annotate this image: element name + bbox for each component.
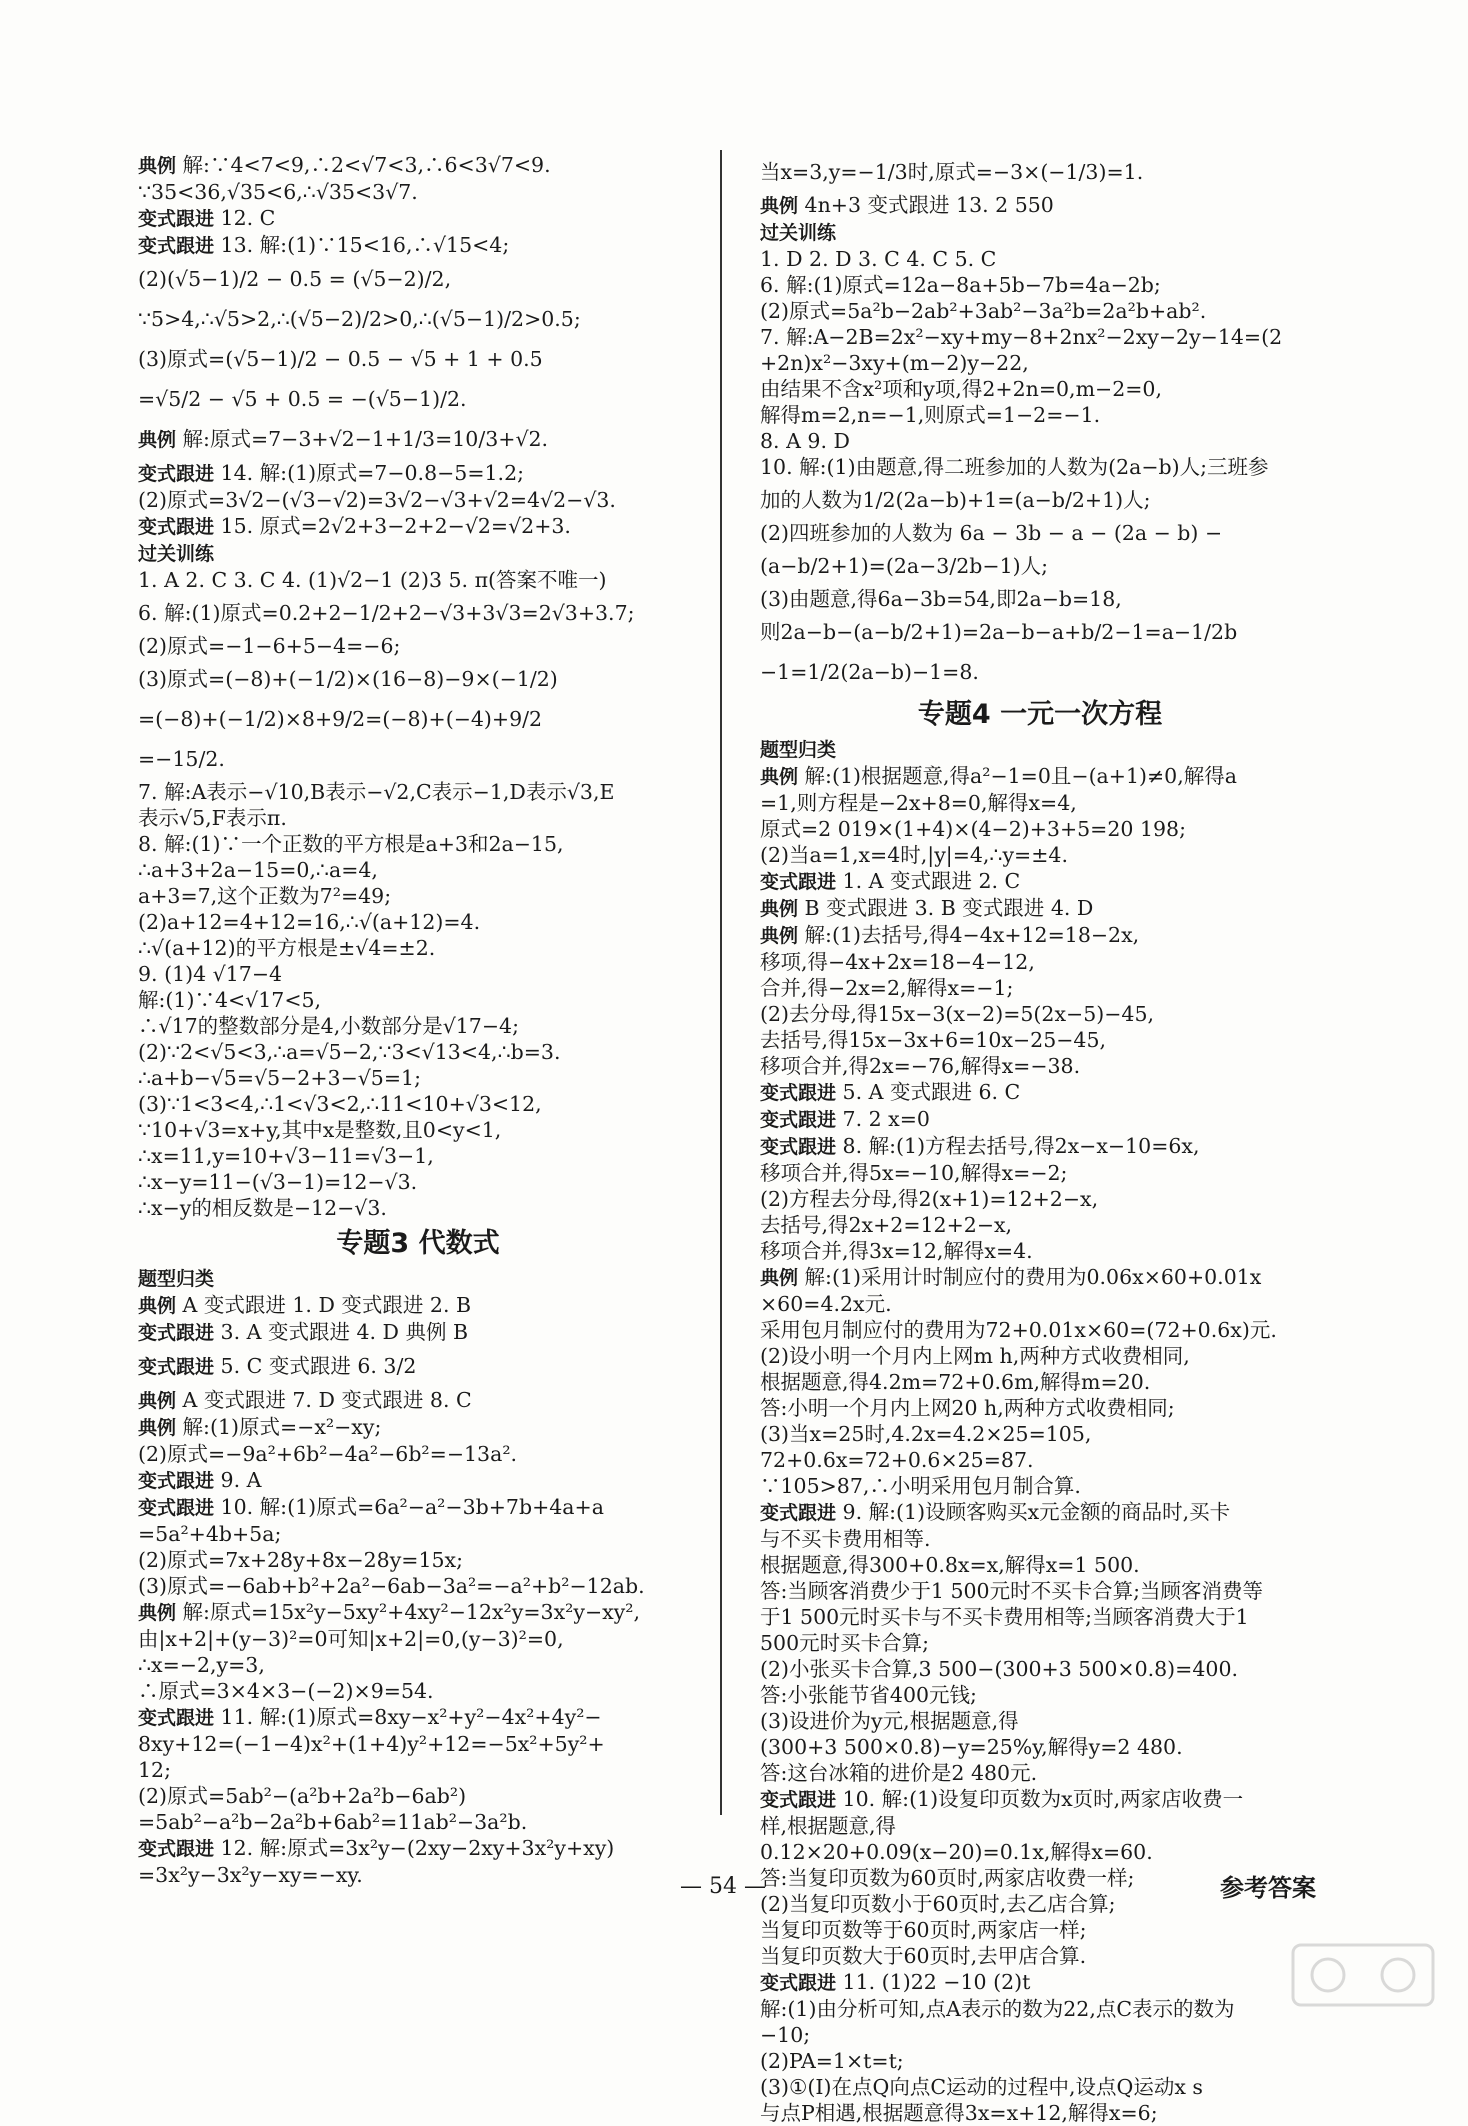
answer-text: 7. 2 x=0 — [842, 1107, 930, 1131]
answer-line — [138, 909, 698, 935]
answer-line — [760, 192, 1320, 219]
answer-text: =5a²+4b+5a; — [138, 1522, 282, 1546]
answer-line — [138, 1809, 698, 1835]
answer-label: 变式跟进 — [138, 1356, 215, 1378]
left-column — [138, 152, 698, 1888]
answer-line — [138, 593, 698, 633]
answer-text: (2)原式=5ab²−(a²b+2a²b−6ab²) — [138, 1784, 467, 1808]
answer-line — [760, 922, 1320, 949]
answer-text: ∴√17的整数部分是4,小数部分是√17−4; — [138, 1014, 519, 1038]
answer-text: =−15/2. — [138, 747, 225, 771]
answer-text: 解:(1)∵4<√17<5, — [138, 988, 322, 1012]
answer-label: 过关训练 — [760, 222, 837, 244]
answer-line — [760, 1053, 1320, 1079]
answer-label: 变式跟进 — [760, 1082, 837, 1104]
answer-text: (2)四班参加的人数为 6a − 3b − a − (2a − b) − — [760, 521, 1223, 545]
answer-label: 典例 — [760, 925, 799, 947]
answer-text: ∴x=−2,y=3, — [138, 1653, 265, 1677]
answer-line — [760, 1133, 1320, 1160]
answer-line — [138, 1013, 698, 1039]
answer-line — [760, 1917, 1320, 1943]
answer-line — [138, 1467, 698, 1494]
answer-text: 1. D 2. D 3. C 4. C 5. C — [760, 247, 997, 271]
answer-line — [138, 419, 698, 460]
answer-line — [138, 540, 698, 567]
answer-label: 变式跟进 — [138, 235, 215, 257]
answer-text: 11. (1)22 −10 (2)t — [842, 1970, 1031, 1994]
answer-line — [760, 350, 1320, 376]
answer-label: 变式跟进 — [138, 463, 215, 485]
answer-label: 典例 — [138, 155, 177, 177]
answer-line — [760, 1839, 1320, 1865]
answer-text: ∴a+3+2a−15=0,∴a=4, — [138, 858, 378, 882]
answer-line — [138, 1704, 698, 1731]
answer-line — [760, 949, 1320, 975]
answer-line — [760, 1027, 1320, 1053]
answer-label: 典例 — [760, 766, 799, 788]
answer-text: 合并,得−2x=2,解得x=−1; — [760, 976, 1014, 1000]
answer-line — [138, 1387, 698, 1414]
answer-label: 典例 — [760, 195, 799, 217]
answer-label: 变式跟进 — [760, 1502, 837, 1524]
answer-text: a+3=7,这个正数为7²=49; — [138, 884, 392, 908]
answer-text: (3)由题意,得6a−3b=54,即2a−b=18, — [760, 587, 1122, 611]
answer-label: 变式跟进 — [760, 1789, 837, 1811]
answer-line — [760, 1760, 1320, 1786]
answer-line — [138, 779, 698, 805]
page-number: — 54 — — [680, 1874, 766, 1899]
answer-text: 15. 原式=2√2+3−2+2−√2=√2+3. — [220, 514, 571, 538]
answer-line — [760, 790, 1320, 816]
answer-line — [138, 232, 698, 259]
answer-label: 变式跟进 — [138, 516, 215, 538]
answer-text: (3)∵1<3<4,∴1<√3<2,∴11<10+√3<12, — [138, 1092, 542, 1116]
answer-text: (2)方程去分母,得2(x+1)=12+2−x, — [760, 1187, 1099, 1211]
answer-line — [760, 652, 1320, 692]
answer-text: 6. 解:(1)原式=12a−8a+5b−7b=4a−2b; — [760, 273, 1161, 297]
answer-line — [138, 1835, 698, 1862]
answer-line — [760, 1996, 1320, 2022]
answer-text: +2n)x²−3xy+(m−2)y−22, — [760, 351, 1029, 375]
answer-text: ∴x−y=11−(√3−1)=12−√3. — [138, 1170, 418, 1194]
answer-line — [760, 219, 1320, 246]
answer-line — [760, 1682, 1320, 1708]
answer-text: (3)设进价为y元,根据题意,得 — [760, 1709, 1019, 1733]
answer-text: ∵35<36,√35<6,∴√35<3√7. — [138, 180, 418, 204]
answer-line — [760, 586, 1320, 612]
answer-label: 变式跟进 — [138, 1470, 215, 1492]
answer-line — [138, 961, 698, 987]
answer-text: 6. 解:(1)原式=0.2+2−1/2+2−√3+3√3=2√3+3.7; — [138, 601, 635, 625]
answer-text: 表示√5,F表示π. — [138, 806, 287, 830]
answer-label: 变式跟进 — [138, 1497, 215, 1519]
answer-line — [760, 1656, 1320, 1682]
answer-text: 于1 500元时买卡与不买卡费用相等;当顾客消费大于1 — [760, 1605, 1249, 1629]
answer-text: =(−8)+(−1/2)×8+9/2=(−8)+(−4)+9/2 — [138, 707, 543, 731]
answer-text: 14. 解:(1)原式=7−0.8−5=1.2; — [220, 461, 525, 485]
answer-line — [138, 1547, 698, 1573]
answer-line — [138, 1319, 698, 1346]
answer-text: −10; — [760, 2023, 811, 2047]
answer-line — [138, 1783, 698, 1809]
answer-text: =3x²y−3x²y−xy=−xy. — [138, 1863, 363, 1887]
right-column — [760, 152, 1320, 2126]
answer-line — [760, 1079, 1320, 1106]
answer-line — [138, 1626, 698, 1652]
answer-line — [760, 868, 1320, 895]
answer-text: 当x=3,y=−1/3时,原式=−3×(−1/3)=1. — [760, 160, 1144, 184]
answer-text: 500元时买卡合算; — [760, 1631, 930, 1655]
answer-line — [760, 1212, 1320, 1238]
answer-text: 9. (1)4 √17−4 — [138, 962, 283, 986]
answer-text: (3)原式=(√5−1)/2 − 0.5 − √5 + 1 + 0.5 — [138, 347, 543, 371]
answer-text: 当复印页数大于60页时,去甲店合算. — [760, 1944, 1087, 1968]
answer-text: (2)∵2<√5<3,∴a=√5−2,∵3<√13<4,∴b=3. — [138, 1040, 561, 1064]
answer-line — [138, 1091, 698, 1117]
answer-line — [760, 2022, 1320, 2048]
answer-text: 答:当顾客消费少于1 500元时不买卡合算;当顾客消费等 — [760, 1579, 1263, 1603]
answer-line — [138, 1573, 698, 1599]
answer-line — [760, 1106, 1320, 1133]
answer-line — [138, 1441, 698, 1467]
answer-text: 8. 解:(1)∵一个正数的平方根是a+3和2a−15, — [138, 832, 564, 856]
answer-line — [760, 1813, 1320, 1839]
answer-line — [760, 402, 1320, 428]
answer-line — [760, 1369, 1320, 1395]
answer-label: 变式跟进 — [760, 1972, 837, 1994]
answer-line — [138, 883, 698, 909]
answer-text: 移项合并,得3x=12,解得x=4. — [760, 1239, 1033, 1263]
answer-label: 典例 — [138, 429, 177, 451]
answer-line — [760, 1264, 1320, 1291]
answer-text: 答:这台冰箱的进价是2 480元. — [760, 1761, 1038, 1785]
answer-label: 典例 — [138, 1390, 177, 1412]
answer-text: 由|x+2|+(y−3)²=0可知|x+2|=0,(y−3)²=0, — [138, 1627, 564, 1651]
answer-line — [760, 1421, 1320, 1447]
answer-text: 12; — [138, 1758, 171, 1782]
answer-label: 题型归类 — [138, 1268, 215, 1290]
answer-line — [138, 1346, 698, 1387]
answer-line — [138, 1731, 698, 1757]
answer-line — [138, 1757, 698, 1783]
answer-text: 解:原式=15x²y−5xy²+4xy²−12x²y=3x²y−xy², — [182, 1600, 640, 1624]
answer-line — [760, 428, 1320, 454]
answer-line — [138, 259, 698, 299]
answer-line — [138, 299, 698, 339]
answer-text: (2)原式=3√2−(√3−√2)=3√2−√3+√2=4√2−√3. — [138, 488, 616, 512]
answer-text: 样,根据题意,得 — [760, 1814, 897, 1838]
answer-line — [138, 460, 698, 487]
answer-line — [760, 546, 1320, 586]
answer-text: 1. A 变式跟进 2. C — [842, 869, 1021, 893]
answer-text: ∴原式=3×4×3−(−2)×9=54. — [138, 1679, 434, 1703]
answer-label: 过关训练 — [138, 543, 215, 565]
answer-line — [138, 699, 698, 739]
answer-text: (2)当复印页数小于60页时,去乙店合算; — [760, 1892, 1116, 1916]
answer-text: =5ab²−a²b−2a²b+6ab²=11ab²−3a²b. — [138, 1810, 528, 1834]
answer-text: 10. 解:(1)设复印页数为x页时,两家店收费一 — [842, 1787, 1244, 1811]
answer-text: 解:(1)原式=−x²−xy; — [182, 1415, 382, 1439]
answer-label: 变式跟进 — [138, 1322, 215, 1344]
answer-text: 根据题意,得300+0.8x=x,解得x=1 500. — [760, 1553, 1140, 1577]
answer-text: 由结果不含x²项和y项,得2+2n=0,m−2=0, — [760, 377, 1162, 401]
answer-text: ∵105>87,∴小明采用包月制合算. — [760, 1474, 1081, 1498]
answer-line — [760, 1708, 1320, 1734]
answer-line — [138, 805, 698, 831]
answer-text: (2)(√5−1)/2 − 0.5 = (√5−2)/2, — [138, 267, 452, 291]
answer-line — [760, 2100, 1320, 2126]
answer-line — [760, 1526, 1320, 1552]
answer-line — [138, 739, 698, 779]
answer-text: (3)原式=−6ab+b²+2a²−6ab−3a²=−a²+b²−12ab. — [138, 1574, 645, 1598]
answer-text: 11. 解:(1)原式=8xy−x²+y²−4x²+4y²− — [220, 1705, 602, 1729]
answer-line — [138, 659, 698, 699]
answer-line — [138, 1494, 698, 1521]
answer-text: 根据题意,得4.2m=72+0.6m,解得m=20. — [760, 1370, 1151, 1394]
answer-line — [138, 379, 698, 419]
answer-line — [760, 272, 1320, 298]
answer-text: 12. 解:原式=3x²y−(2xy−2xy+3x²y+xy) — [220, 1836, 615, 1860]
answer-text: ∵5>4,∴√5>2,∴(√5−2)/2>0,∴(√5−1)/2>0.5; — [138, 307, 581, 331]
answer-text: 9. A — [220, 1468, 262, 1492]
answer-text: 移项合并,得2x=−76,解得x=−38. — [760, 1054, 1081, 1078]
answer-line — [138, 487, 698, 513]
answer-line — [760, 1343, 1320, 1369]
answer-line — [760, 1969, 1320, 1996]
answer-text: 答:当复印页数为60页时,两家店收费一样; — [760, 1866, 1135, 1890]
answer-text: =1,则方程是−2x+8=0,解得x=4, — [760, 791, 1077, 815]
answer-line — [760, 520, 1320, 546]
answer-line — [138, 179, 698, 205]
answer-text: 加的人数为1/2(2a−b)+1=(a−b/2+1)人; — [760, 488, 1151, 512]
answer-label: 典例 — [760, 898, 799, 920]
answer-text: 解:(1)根据题意,得a²−1=0且−(a+1)≠0,解得a — [804, 764, 1237, 788]
answer-text: 10. 解:(1)由题意,得二班参加的人数为(2a−b)人;三班参 — [760, 455, 1269, 479]
answer-label: 变式跟进 — [760, 1109, 837, 1131]
answer-line — [138, 1039, 698, 1065]
answer-text: 9. 解:(1)设顾客购买x元金额的商品时,买卡 — [842, 1500, 1231, 1524]
answer-text: 7. 解:A−2B=2x²−xy+my−8+2nx²−2xy−2y−14=(2 — [760, 325, 1283, 349]
answer-line — [760, 1604, 1320, 1630]
answer-label: 典例 — [138, 1602, 177, 1624]
answer-text: 答:小张能节省400元钱; — [760, 1683, 977, 1707]
answer-line — [760, 246, 1320, 272]
answer-line — [760, 736, 1320, 763]
answer-line — [138, 1862, 698, 1888]
answer-text: (2)当a=1,x=4时,|y|=4,∴y=±4. — [760, 843, 1068, 867]
answer-line — [760, 324, 1320, 350]
answer-text: 解:(1)由分析可知,点A表示的数为22,点C表示的数为 — [760, 1997, 1235, 2021]
answer-text: 去括号,得15x−3x+6=10x−25−45, — [760, 1028, 1107, 1052]
answer-text: 解:(1)去括号,得4−4x+12=18−2x, — [804, 923, 1140, 947]
answer-line — [760, 763, 1320, 790]
answer-line — [138, 1678, 698, 1704]
answer-line — [138, 152, 698, 179]
answer-line — [760, 1001, 1320, 1027]
answer-text: B 变式跟进 3. B 变式跟进 4. D — [804, 896, 1094, 920]
answer-line — [138, 513, 698, 540]
answer-text: (a−b/2+1)=(2a−3/2b−1)人; — [760, 554, 1049, 578]
answer-line — [138, 1599, 698, 1626]
answer-text: A 变式跟进 1. D 变式跟进 2. B — [182, 1293, 472, 1317]
answer-text: 72+0.6x=72+0.6×25=87. — [760, 1448, 1034, 1472]
answer-line — [760, 1160, 1320, 1186]
answer-line — [760, 816, 1320, 842]
answer-line — [760, 480, 1320, 520]
answer-text: (3)①(Ⅰ)在点Q向点C运动的过程中,设点Q运动x s — [760, 2075, 1203, 2099]
answer-text: 0.12×20+0.09(x−20)=0.1x,解得x=60. — [760, 1840, 1153, 1864]
answer-text: 7. 解:A表示−√10,B表示−√2,C表示−1,D表示√3,E — [138, 780, 615, 804]
footer-section-title: 参考答案 — [1220, 1874, 1316, 1902]
answer-text: 与不买卡费用相等. — [760, 1527, 931, 1551]
answer-label: 典例 — [760, 1267, 799, 1289]
answer-line — [138, 1652, 698, 1678]
answer-text: 5. C 变式跟进 6. 3/2 — [220, 1354, 417, 1378]
answer-line — [760, 152, 1320, 192]
answer-line — [760, 1186, 1320, 1212]
answer-text: 答:小明一个月内上网20 h,两种方式收费相同; — [760, 1396, 1175, 1420]
answer-text: ∵10+√3=x+y,其中x是整数,且0<y<1, — [138, 1118, 502, 1142]
answer-line — [760, 376, 1320, 402]
answer-text: (3)原式=(−8)+(−1/2)×(16−8)−9×(−1/2) — [138, 667, 558, 691]
answer-label: 变式跟进 — [138, 1707, 215, 1729]
answer-text: 与点P相遇,根据题意得3x=x+12,解得x=6; — [760, 2101, 1158, 2125]
answer-line — [760, 1447, 1320, 1473]
answer-line — [138, 1195, 698, 1221]
answer-text: 5. A 变式跟进 6. C — [842, 1080, 1021, 1104]
answer-line — [760, 1630, 1320, 1656]
answer-text: 解:∵4<7<9,∴2<√7<3,∴6<3√7<9. — [182, 153, 551, 177]
answer-line — [760, 1291, 1320, 1317]
answer-text: ×60=4.2x元. — [760, 1292, 892, 1316]
answer-text: 13. 解:(1)∵15<16,∴√15<4; — [220, 233, 510, 257]
answer-text: =√5/2 − √5 + 0.5 = −(√5−1)/2. — [138, 387, 467, 411]
answer-line — [760, 1317, 1320, 1343]
answer-label: 变式跟进 — [138, 1838, 215, 1860]
answer-line — [138, 1292, 698, 1319]
answer-text: (2)a+12=4+12=16,∴√(a+12)=4. — [138, 910, 481, 934]
answer-line — [760, 1395, 1320, 1421]
answer-line — [760, 1238, 1320, 1264]
answer-text: ∴√(a+12)的平方根是±√4=±2. — [138, 936, 436, 960]
answer-text: 移项合并,得5x=−10,解得x=−2; — [760, 1161, 1068, 1185]
answer-text: (2)PA=1×t=t; — [760, 2049, 904, 2073]
answer-text: 12. C — [220, 206, 276, 230]
answer-line — [138, 567, 698, 593]
answer-line — [138, 1521, 698, 1547]
answer-line — [138, 633, 698, 659]
answer-label: 典例 — [138, 1295, 177, 1317]
answer-text: 当复印页数等于60页时,两家店一样; — [760, 1918, 1087, 1942]
answer-text: (3)当x=25时,4.2x=4.2×25=105, — [760, 1422, 1092, 1446]
answer-line — [760, 1499, 1320, 1526]
answer-line — [760, 895, 1320, 922]
answer-text: 原式=2 019×(1+4)×(4−2)+3+5=20 198; — [760, 817, 1186, 841]
answer-line — [138, 935, 698, 961]
answer-line — [138, 1265, 698, 1292]
answer-line — [760, 1786, 1320, 1813]
answer-text: (2)原式=7x+28y+8x−28y=15x; — [138, 1548, 464, 1572]
answer-line — [760, 2074, 1320, 2100]
answer-line — [760, 1552, 1320, 1578]
answer-line — [760, 975, 1320, 1001]
answer-text: 移项,得−4x+2x=18−4−12, — [760, 950, 1035, 974]
answer-text: ∴a+b−√5=√5−2+3−√5=1; — [138, 1066, 421, 1090]
answer-label: 题型归类 — [760, 739, 837, 761]
answer-label: 变式跟进 — [760, 871, 837, 893]
answer-text: 1. A 2. C 3. C 4. (1)√2−1 (2)3 5. π(答案不唯一) — [138, 568, 607, 592]
answer-text: 则2a−b−(a−b/2+1)=2a−b−a+b/2−1=a−1/2b — [760, 620, 1238, 644]
answer-text: (2)设小明一个月内上网m h,两种方式收费相同, — [760, 1344, 1190, 1368]
answer-text: (2)原式=−1−6+5−4=−6; — [138, 634, 401, 658]
answer-line — [138, 987, 698, 1013]
answer-text: 8. A 9. D — [760, 429, 850, 453]
answer-label: 变式跟进 — [760, 1136, 837, 1158]
answer-line — [760, 1473, 1320, 1499]
answer-line — [138, 1117, 698, 1143]
answer-line — [138, 205, 698, 232]
watermark-logo — [1288, 1940, 1438, 2030]
answer-line — [760, 1943, 1320, 1969]
answer-label: 变式跟进 — [138, 208, 215, 230]
answer-text: A 变式跟进 7. D 变式跟进 8. C — [182, 1388, 472, 1412]
answer-line — [138, 857, 698, 883]
answer-line — [760, 1578, 1320, 1604]
column-divider — [720, 150, 722, 1815]
answer-text: (2)去分母,得15x−3(x−2)=5(2x−5)−45, — [760, 1002, 1155, 1026]
answer-line — [760, 298, 1320, 324]
answer-line — [760, 1734, 1320, 1760]
answer-text: (2)原式=5a²b−2ab²+3ab²−3a²b=2a²b+ab². — [760, 299, 1207, 323]
answer-line — [138, 1065, 698, 1091]
answer-text: ∴x−y的相反数是−12−√3. — [138, 1196, 387, 1220]
answer-text: 8. 解:(1)方程去括号,得2x−x−10=6x, — [842, 1134, 1200, 1158]
answer-line — [760, 612, 1320, 652]
answer-label: 典例 — [138, 1417, 177, 1439]
section-heading: 专题4 一元一次方程 — [917, 699, 1163, 730]
answer-text: 解得m=2,n=−1,则原式=1−2=−1. — [760, 403, 1101, 427]
answer-line — [138, 1414, 698, 1441]
answer-text: 解:原式=7−3+√2−1+1/3=10/3+√2. — [182, 427, 549, 451]
answer-line — [760, 454, 1320, 480]
answer-text: 去括号,得2x+2=12+2−x, — [760, 1213, 1013, 1237]
answer-line — [760, 2048, 1320, 2074]
answer-text: (2)小张买卡合算,3 500−(300+3 500×0.8)=400. — [760, 1657, 1239, 1681]
answer-text: 3. A 变式跟进 4. D 典例 B — [220, 1320, 469, 1344]
answer-text: ∴x=11,y=10+√3−11=√3−1, — [138, 1144, 434, 1168]
answer-line — [138, 339, 698, 379]
answer-text: −1=1/2(2a−b)−1=8. — [760, 660, 979, 684]
section-heading: 专题3 代数式 — [336, 1228, 500, 1259]
answer-line — [760, 842, 1320, 868]
answer-text: (300+3 500×0.8)−y=25%y,解得y=2 480. — [760, 1735, 1183, 1759]
answer-text: 采用包月制应付的费用为72+0.01x×60=(72+0.6x)元. — [760, 1318, 1277, 1342]
answer-text: (2)原式=−9a²+6b²−4a²−6b²=−13a². — [138, 1442, 518, 1466]
answer-text: 10. 解:(1)原式=6a²−a²−3b+7b+4a+a — [220, 1495, 604, 1519]
answer-line — [138, 1169, 698, 1195]
answer-text: 8xy+12=(−1−4)x²+(1+4)y²+12=−5x²+5y²+ — [138, 1732, 605, 1756]
answer-line — [138, 1143, 698, 1169]
answer-text: 解:(1)采用计时制应付的费用为0.06x×60+0.01x — [804, 1265, 1262, 1289]
answer-line — [138, 831, 698, 857]
answer-text: 4n+3 变式跟进 13. 2 550 — [804, 193, 1054, 217]
